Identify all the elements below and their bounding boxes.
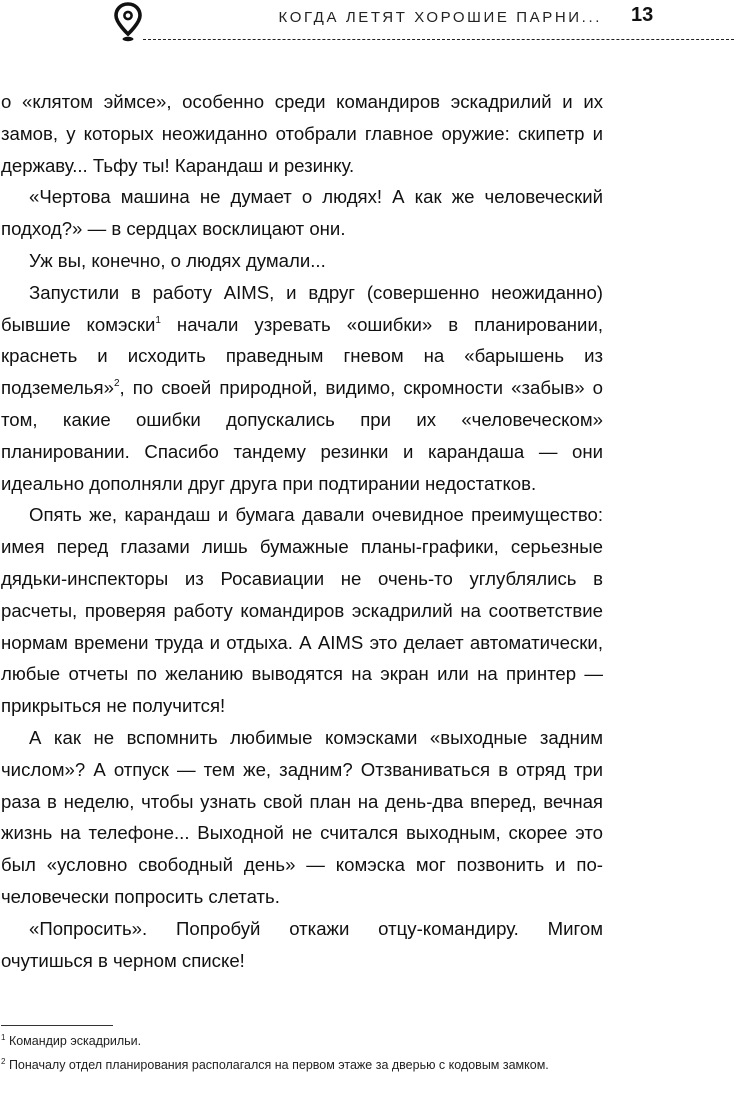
paragraph-text: , по своей природной, видимо, скромности «забыв» о том, какие ошибки допускались при их «человеческом» планировании. Спасибо тандему резинки и карандаша — они идеально дополняли друг друга при подтирании недостатков. [1,377,603,494]
footnote-text: Командир эскадрильи. [8,1034,142,1048]
paragraph [1,245,603,277]
page-number: 13 [631,4,654,26]
running-title: КОГДА ЛЕТЯТ ХОРОШИЕ ПАРНИ... [278,9,602,26]
paragraph [1,722,603,913]
paragraph-text: Опять же, карандаш и бумага давали очевидное преимущество: имея перед глазами лишь бумажные планы-графики, серьезные дядьки-инспекторы из Росавиации не очень-то углублялись в расчеты, проверяя работу командиров эскадрилий на соответствие нормам времени труда и отдыха. А AIMS это делает автоматически, любые отчеты по желанию выводятся на экран или на принтер — прикрыться не получится! [1,504,603,717]
paragraph-text: о «клятом эймсе», особенно среди командиров эскадрилий и их замов, у которых неожиданно отобрали главное оружие: скипетр и державу... Тьфу ты! Карандаш и резинку. [1,91,603,176]
paragraph [1,181,603,245]
body-text [1,86,603,976]
paragraph [1,499,603,722]
footnote-text: Поначалу отдел планирования располагался на первом этаже за дверью с кодовым замком. [8,1058,549,1072]
paragraph-text: Уж вы, конечно, о людях думали... [29,249,326,271]
paragraph-text: А как не вспомнить любимые комэсками «выходные задним числом»? А отпуск — тем же, задним? Отзваниваться в отряд три раза в неделю, чтобы узнать свой план на день-два вперед, вечная жизнь на телефоне... Выходной не считался выходным, скорее это был «условно свободный день» — комэска мог позвонить и по-человечески попросить слетать. [1,726,603,907]
footnote-separator [1,1025,113,1026]
footnote-mark: 1 [1,1033,6,1042]
paragraph-text: начали узревать «ошибки» в планировании, краснеть и исходить праведным гневом на «барышень из подземелья» [1,313,603,399]
paragraph [1,913,603,977]
paragraph [1,277,603,500]
paragraph-text: «Чертова машина не думает о людях! А как же человеческий подход?» — в сердцах восклицают они. [1,186,603,240]
footnotes [1,1033,603,1081]
location-pin-icon [113,2,143,42]
footnote-ref: 1 [155,314,161,326]
page-header [0,0,734,48]
paragraph [1,86,603,181]
footnote-mark: 2 [1,1057,6,1066]
footnote [1,1033,603,1050]
header-dashed-rule [143,39,734,40]
footnote-ref: 2 [113,378,120,390]
paragraph-text: «Попросить». Попробуй откажи отцу-командиру. Мигом очутишься в черном списке! [1,917,603,971]
footnote [1,1057,603,1074]
paragraph-text: Запустили в работу AIMS, и вдруг (совершенно неожиданно) бывшие комэски [1,281,603,335]
